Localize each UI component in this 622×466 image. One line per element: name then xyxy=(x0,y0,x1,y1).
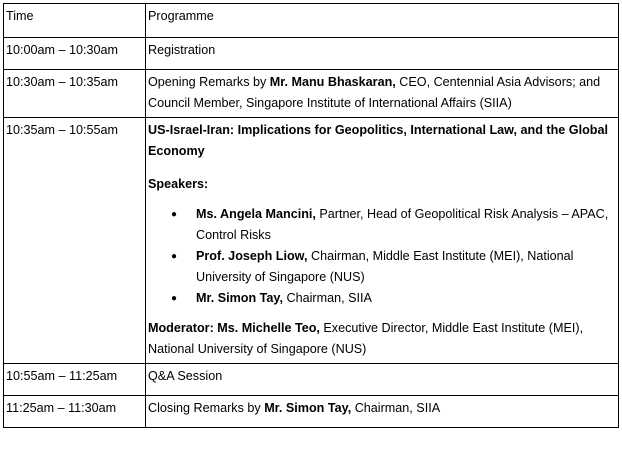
table-row xyxy=(4,364,619,396)
list-item xyxy=(196,204,615,246)
table-row xyxy=(4,118,619,364)
speaker-role: Chairman, SIIA xyxy=(283,291,372,305)
time-cell: 11:25am – 11:30am xyxy=(4,396,146,428)
table-row xyxy=(4,70,619,118)
table-header-row xyxy=(4,4,619,38)
moderator-line xyxy=(148,318,615,360)
closing-prefix: Closing Remarks by xyxy=(148,401,265,415)
programme-table xyxy=(3,3,619,428)
list-item xyxy=(196,246,615,288)
programme-cell: Q&A Session xyxy=(146,364,619,396)
speaker-role: Partner, Head of Geopolitical Risk Analysis – APAC, Control Risks xyxy=(196,207,609,242)
table-row xyxy=(4,396,619,428)
panel-title: US-Israel-Iran: Implications for Geopolitics, International Law, and the Global Economy xyxy=(148,123,608,158)
opening-speaker-role: CEO, Centennial Asia Advisors; and Council Member, Singapore Institute of International Affairs (SIIA) xyxy=(148,75,601,110)
programme-cell xyxy=(146,118,619,364)
programme-cell xyxy=(146,70,619,118)
speaker-name: Mr. Simon Tay, xyxy=(196,291,284,305)
speakers-label: Speakers: xyxy=(148,177,209,191)
time-cell: 10:30am – 10:35am xyxy=(4,70,146,118)
speaker-name: Prof. Joseph Liow, xyxy=(196,249,308,263)
time-cell: 10:55am – 11:25am xyxy=(4,364,146,396)
moderator-name: Moderator: Ms. Michelle Teo, xyxy=(148,321,320,335)
speakers-list xyxy=(148,204,615,309)
time-cell: 10:00am – 10:30am xyxy=(4,38,146,70)
speaker-role: Chairman, Middle East Institute (MEI), National University of Singapore (NUS) xyxy=(196,249,574,284)
time-cell: 10:35am – 10:55am xyxy=(4,118,146,364)
opening-prefix: Opening Remarks by xyxy=(148,75,270,89)
moderator-role: Executive Director, Middle East Institute (MEI), National University of Singapore (NUS) xyxy=(148,321,584,356)
list-item xyxy=(196,288,615,309)
closing-speaker-role: Chairman, SIIA xyxy=(351,401,441,415)
programme-cell xyxy=(146,396,619,428)
closing-speaker-name: Mr. Simon Tay, xyxy=(264,401,352,415)
programme-header: Programme xyxy=(146,4,619,38)
programme-cell: Registration xyxy=(146,38,619,70)
opening-speaker-name: Mr. Manu Bhaskaran, xyxy=(269,75,396,89)
speaker-name: Ms. Angela Mancini, xyxy=(196,207,316,221)
table-row xyxy=(4,38,619,70)
time-header: Time xyxy=(4,4,146,38)
